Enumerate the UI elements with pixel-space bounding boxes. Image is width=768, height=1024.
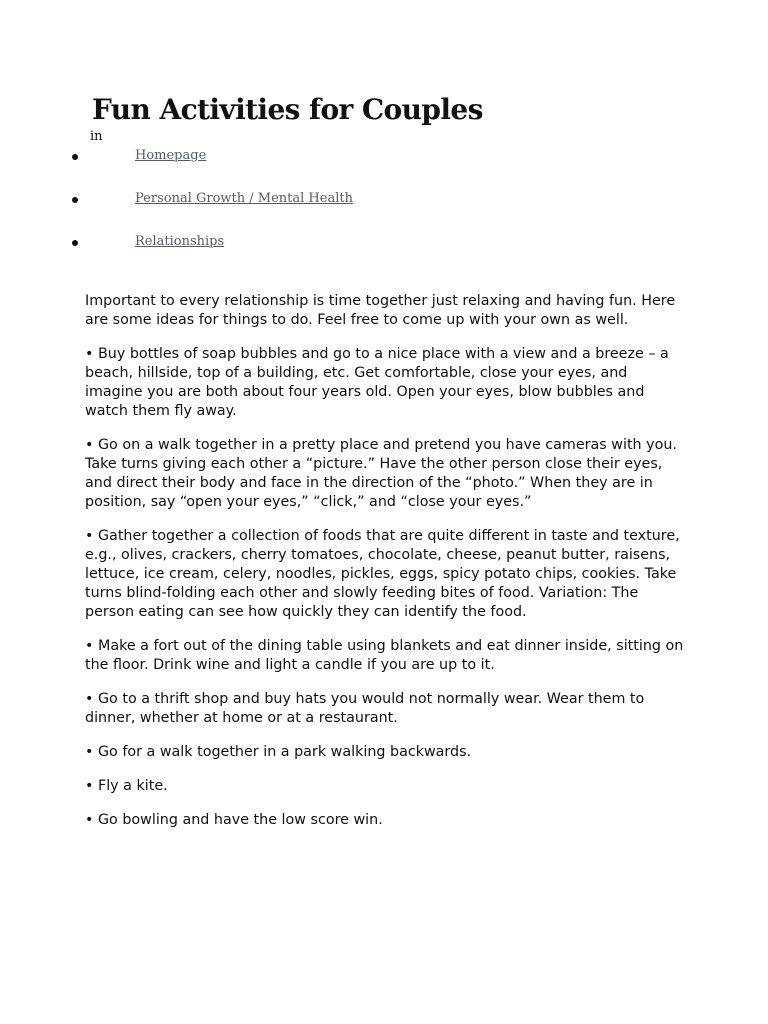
relationships-link[interactable]: Relationships xyxy=(135,234,225,249)
idea-paragraph: • Make a fort out of the dining table using blankets and eat dinner inside, sitting on the floor. Drink wine and light a candle if you are up to it. xyxy=(85,638,684,673)
personal-growth-link[interactable]: Personal Growth / Mental Health xyxy=(135,191,353,206)
idea-paragraph: • Go for a walk together in a park walking backwards. xyxy=(85,744,472,760)
category-item-personal-growth xyxy=(0,189,400,209)
idea-paragraph: • Go bowling and have the low score win. xyxy=(85,812,383,828)
bullet-icon xyxy=(72,240,78,246)
idea-paragraph: • Gather together a collection of foods that are quite different in taste and texture, e.g., olives, crackers, cherry tomatoes, chocolate, cheese, peanut butter, raisens, lettuce, ice cream, celery, noodles, pickles, eggs, spicy potato chips, cookies. Take turns blind-folding each other and slowly feeding bites of food. Variation: The person eating can see how quickly they can identify the food. xyxy=(85,528,680,620)
idea-paragraph: • Go on a walk together in a pretty place and pretend you have cameras with you. Take turns giving each other a “picture.” Have the other person close their eyes, and direct their body and face in the direction of the “photo.” When they are in position, say “open your eyes,” “click,” and “close your eyes.” xyxy=(85,437,677,510)
bullet-icon xyxy=(72,154,78,160)
category-item-relationships xyxy=(0,232,400,252)
category-item-homepage xyxy=(0,146,400,166)
category-in-label: in xyxy=(90,129,103,144)
page-title: Fun Activities for Couples xyxy=(92,93,483,126)
idea-paragraph: • Buy bottles of soap bubbles and go to a nice place with a view and a breeze – a beach, hillside, top of a building, etc. Get comfortable, close your eyes, and imagine you are both about four years old. Open your eyes, blow bubbles and watch them fly away. xyxy=(85,346,669,419)
article-body xyxy=(85,292,685,845)
idea-paragraph: • Go to a thrift shop and buy hats you would not normally wear. Wear them to dinner, whether at home or at a restaurant. xyxy=(85,691,645,726)
intro-paragraph: Important to every relationship is time together just relaxing and having fun. Here are some ideas for things to do. Feel free to come up with your own as well. xyxy=(85,293,676,328)
homepage-link[interactable]: Homepage xyxy=(135,148,207,163)
idea-paragraph: • Fly a kite. xyxy=(85,778,168,794)
bullet-icon xyxy=(72,197,78,203)
